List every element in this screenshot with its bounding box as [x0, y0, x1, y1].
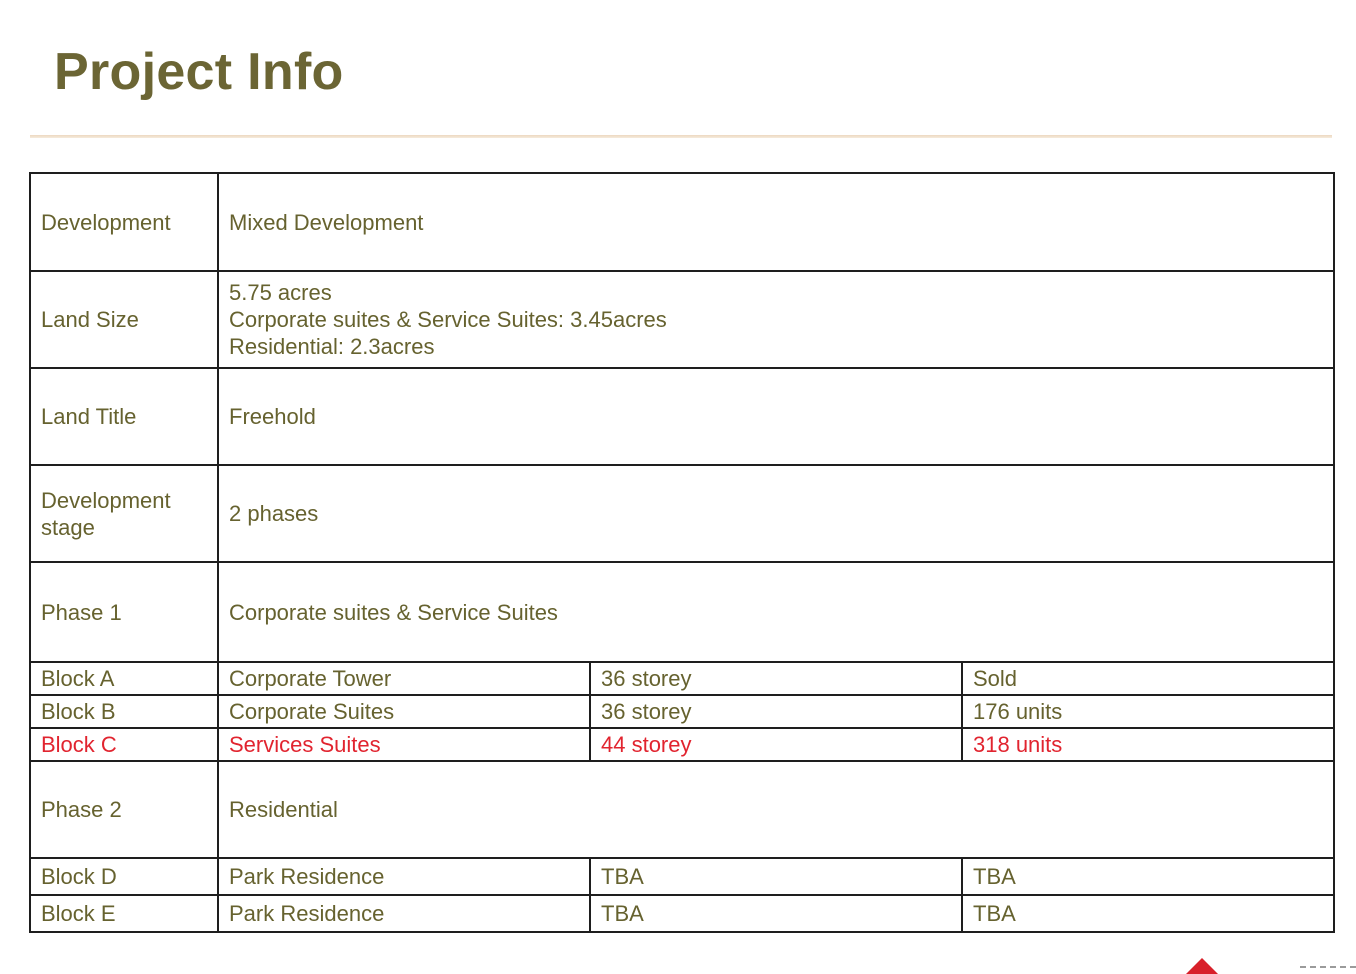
- row-label-land-title: Land Title: [30, 368, 218, 465]
- table-row-highlighted: [30, 728, 1334, 761]
- block-storey: 36 storey: [590, 695, 962, 728]
- row-value-land-title: Freehold: [218, 368, 1334, 465]
- block-status: TBA: [962, 858, 1334, 895]
- block-id: Block E: [30, 895, 218, 932]
- table-row: [30, 662, 1334, 695]
- block-name: Park Residence: [218, 895, 590, 932]
- block-status: TBA: [962, 895, 1334, 932]
- table-row: [30, 695, 1334, 728]
- table-row: [30, 271, 1334, 368]
- row-label-phase-2: Phase 2: [30, 761, 218, 858]
- block-storey: TBA: [590, 858, 962, 895]
- project-info-table: [29, 172, 1335, 933]
- block-name: Park Residence: [218, 858, 590, 895]
- block-id: Block C: [30, 728, 218, 761]
- row-value-phase-1: Corporate suites & Service Suites: [218, 562, 1334, 662]
- row-value-development-stage: 2 phases: [218, 465, 1334, 562]
- row-label-development-stage: Development stage: [30, 465, 218, 562]
- table-row: [30, 858, 1334, 895]
- block-status: 318 units: [962, 728, 1334, 761]
- table-row: [30, 761, 1334, 858]
- block-id: Block B: [30, 695, 218, 728]
- block-status: Sold: [962, 662, 1334, 695]
- block-storey: 36 storey: [590, 662, 962, 695]
- table-row: [30, 173, 1334, 271]
- block-name: Corporate Tower: [218, 662, 590, 695]
- block-name: Services Suites: [218, 728, 590, 761]
- land-size-total: 5.75 acres: [229, 280, 332, 305]
- table-row: [30, 895, 1334, 932]
- row-value-phase-2: Residential: [218, 761, 1334, 858]
- row-value-land-size: [218, 271, 1334, 368]
- title-divider: [30, 135, 1332, 138]
- row-value-development: Mixed Development: [218, 173, 1334, 271]
- logo-text-fragment: [1300, 966, 1356, 974]
- table-row: [30, 368, 1334, 465]
- block-name: Corporate Suites: [218, 695, 590, 728]
- block-id: Block A: [30, 662, 218, 695]
- land-size-corporate: Corporate suites & Service Suites: 3.45acres: [229, 307, 667, 332]
- row-label-land-size: Land Size: [30, 271, 218, 368]
- land-size-residential: Residential: 2.3acres: [229, 334, 435, 359]
- table-row: [30, 562, 1334, 662]
- block-status: 176 units: [962, 695, 1334, 728]
- row-label-phase-1: Phase 1: [30, 562, 218, 662]
- block-storey: 44 storey: [590, 728, 962, 761]
- block-storey: TBA: [590, 895, 962, 932]
- table-row: [30, 465, 1334, 562]
- block-id: Block D: [30, 858, 218, 895]
- row-label-development: Development: [30, 173, 218, 271]
- page-title: Project Info: [54, 43, 344, 101]
